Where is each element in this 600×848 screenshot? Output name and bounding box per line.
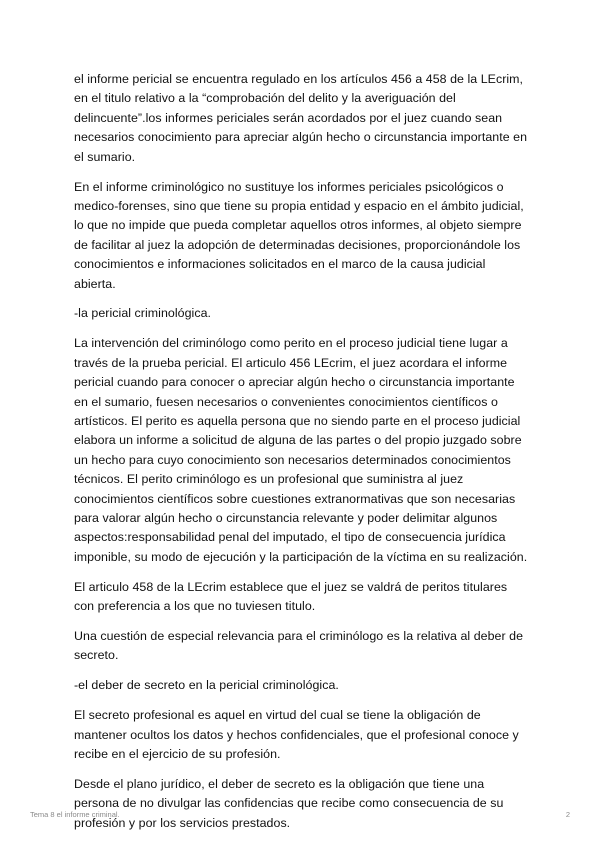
body-paragraph: La intervención del criminólogo como perito en el proceso judicial tiene lugar a través de la prueba pericial. El articulo 456 LEcrim, el juez acordara el informe pericial cuando para conocer o apreciar algún hecho o circunstancia importante en el sumario, fuesen necesarios o convenientes conocimientos científicos o artísticos. El perito es aquella persona que no siendo parte en el proceso judicial elabora un informe a solicitud de alguna de las partes o del propio juzgado sobre un hecho para cuyo conocimiento son necesarios determinados conocimientos técnicos. El perito criminólogo es un profesional que suministra al juez conocimientos científicos sobre cuestiones extranormativas que son necesarias para valorar algún hecho o circunstancia relevante y poder delimitar algunos aspectos:responsabilidad penal del imputado, el tipo de consecuencia jurídica imponible, su modo de ejecución y la participación de la víctima en su realización.	[74, 336, 528, 564]
section-heading: -el deber de secreto en la pericial criminológica.	[74, 678, 339, 693]
page-footer	[30, 810, 570, 824]
body-paragraph: Una cuestión de especial relevancia para el criminólogo es la relativa al deber de secreto.	[74, 629, 524, 663]
body-paragraph: El secreto profesional es aquel en virtud del cual se tiene la obligación de mantener ocultos los datos y hechos confidenciales, que el profesional conoce y recibe en el ejercicio de su profesión.	[74, 708, 519, 762]
body-paragraph: Desde el plano jurídico, el deber de secreto es la obligación que tiene una persona de no divulgar las confidencias que recibe como consecuencia de su profesión y por los servicios prestados.	[74, 777, 504, 830]
body-paragraph: En el informe criminológico no sustituye los informes periciales psicológicos o medico-forenses, sino que tiene su propia entidad y espacio en el ámbito judicial, lo que no impide que pueda completar aquellos otros informes, al objeto siempre de facilitar al juez la adopción de determinadas decisiones, proporcionándole los conocimientos e informaciones solicitados en el marco de la causa judicial abierta.	[74, 179, 524, 291]
body-paragraph: El articulo 458 de la LEcrim establece que el juez se valdrá de peritos titulares con preferencia a los que no tuviesen titulo.	[74, 579, 508, 614]
body-paragraph: el informe pericial se encuentra regulado en los artículos 456 a 458 de la LEcrim, en el titulo relativo a la “comprobación del delito y la averiguación del delincuente”.los informes periciales serán acordados por el juez cuando sean necesarios conocimiento para apreciar algún hecho o circunstancia importante en el sumario.	[74, 72, 528, 164]
section-heading: -la pericial criminológica.	[74, 306, 212, 321]
footer-title: Tema 8 el informe criminal.	[30, 810, 120, 819]
page-number: 2	[565, 810, 570, 819]
document-body	[74, 70, 529, 844]
